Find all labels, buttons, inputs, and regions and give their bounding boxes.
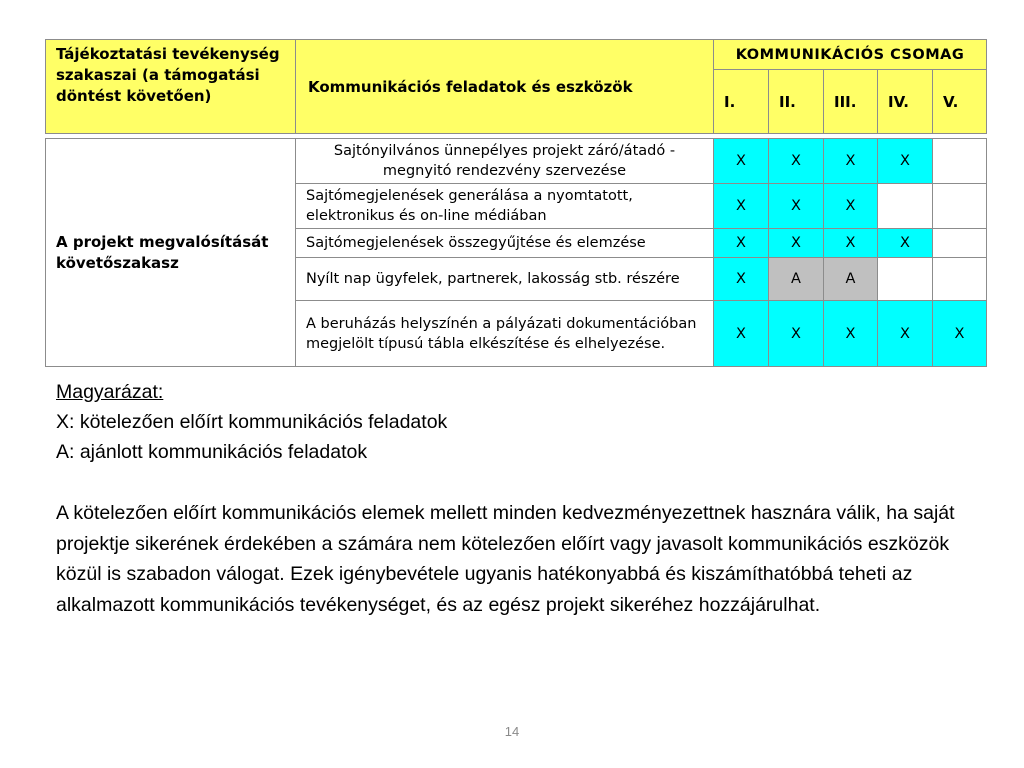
mark-cell: X (714, 184, 769, 229)
mark-cell (878, 184, 933, 229)
mark-cell: X (714, 229, 769, 258)
mark-cell: X (933, 301, 987, 367)
mark-cell: X (824, 229, 878, 258)
task-cell: Nyílt nap ügyfelek, partnerek, lakosság stb. részére (296, 258, 714, 301)
table-header (45, 39, 987, 134)
phase-column-header: Tájékoztatási tevékenység szakaszai (a támogatási döntést követően) (46, 40, 296, 134)
explanation-paragraph: A kötelezően előírt kommunikációs elemek mellett minden kedvezményezettnek hasznára válik, ha saját projektje sikerének érdekében a számára nem kötelezően előírt vagy javasolt kommunikációs eszközök közül is szabadon válogat. Ezek igénybevétele ugyanis hatékonyabbá és kiszámíthatóbbá teheti az alkalmazott kommunikációs tevékenységet, és az egész projekt sikeréhez hozzájárulhat. (56, 502, 955, 616)
package-header: V. (933, 70, 987, 134)
mark-cell: X (824, 139, 878, 184)
mark-cell: X (769, 184, 824, 229)
package-header: II. (769, 70, 824, 134)
legend-x-line: X: kötelezően előírt kommunikációs feladatok (56, 411, 448, 433)
mark-cell (878, 258, 933, 301)
mark-cell: A (769, 258, 824, 301)
package-header: III. (824, 70, 878, 134)
task-cell: Sajtónyilvános ünnepélyes projekt záró/átadó - megnyitó rendezvény szervezése (296, 139, 714, 184)
page-number: 14 (504, 724, 520, 739)
mark-cell: A (824, 258, 878, 301)
table-row (46, 139, 987, 184)
task-cell: Sajtómegjelenések összegyűjtése és elemzése (296, 229, 714, 258)
mark-cell: X (714, 139, 769, 184)
task-cell: Sajtómegjelenések generálása a nyomtatott, elektronikus és on-line médiában (296, 184, 714, 229)
task-cell: A beruházás helyszínén a pályázati dokumentációban megjelölt típusú tábla elkészítése és elhelyezése. (296, 301, 714, 367)
mark-cell: X (769, 229, 824, 258)
mark-cell: X (878, 139, 933, 184)
package-header: IV. (878, 70, 933, 134)
task-column-header: Kommunikációs feladatok és eszközök (296, 40, 714, 134)
mark-cell: X (878, 301, 933, 367)
package-title: KOMMUNIKÁCIÓS CSOMAG (714, 40, 987, 70)
mark-cell (933, 139, 987, 184)
mark-cell: X (878, 229, 933, 258)
legend (56, 377, 986, 467)
legend-a-line: A: ajánlott kommunikációs feladatok (56, 441, 368, 463)
mark-cell (933, 184, 987, 229)
mark-cell (933, 258, 987, 301)
mark-cell: X (714, 258, 769, 301)
package-header: I. (714, 70, 769, 134)
phase-label: A projekt megvalósítását követőszakasz (46, 139, 296, 367)
mark-cell: X (769, 139, 824, 184)
mark-cell: X (824, 301, 878, 367)
legend-title: Magyarázat: (56, 381, 164, 403)
mark-cell: X (714, 301, 769, 367)
mark-cell: X (824, 184, 878, 229)
mark-cell (933, 229, 987, 258)
task-table (45, 138, 987, 367)
mark-cell: X (769, 301, 824, 367)
